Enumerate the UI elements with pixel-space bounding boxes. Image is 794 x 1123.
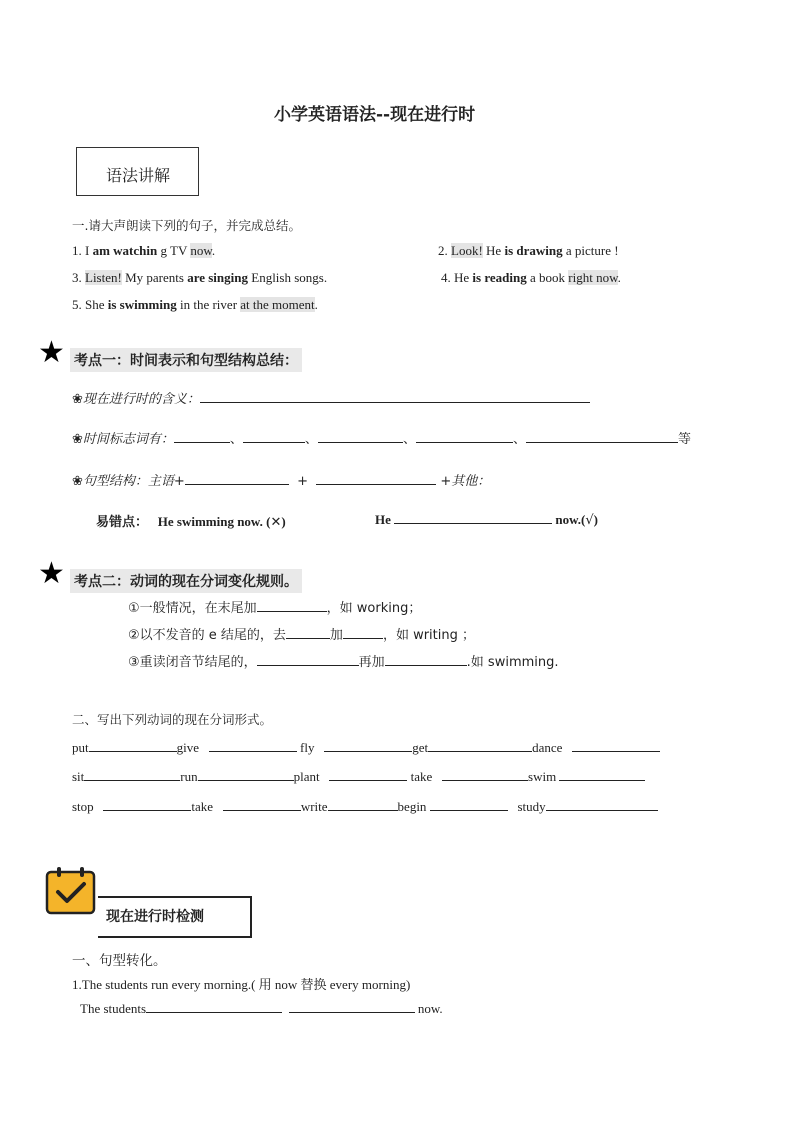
sentence-5: 5. She is swimming in the river at the moment. (72, 297, 318, 312)
page-title: 小学英语语法--现在进行时 (274, 105, 476, 125)
verb-row-3: stop take write begin study (72, 798, 658, 815)
verb-blank[interactable] (223, 798, 301, 811)
marker-blank-5[interactable] (526, 430, 678, 443)
verb-blank[interactable] (430, 798, 508, 811)
correct-blank[interactable] (394, 511, 552, 524)
marker-blank-1[interactable] (174, 430, 230, 443)
verb-blank[interactable] (428, 739, 532, 752)
rule3-blank-1[interactable] (257, 653, 359, 666)
answer-blank-2[interactable] (289, 1000, 415, 1013)
sentence-1: 1. I am watchin g TV now. (72, 243, 216, 258)
meaning-blank[interactable] (200, 390, 590, 403)
rule3-blank-2[interactable] (385, 653, 467, 666)
rule2-blank-1[interactable] (286, 626, 330, 639)
verb-blank[interactable] (546, 798, 658, 811)
structure-blank-1[interactable] (185, 472, 289, 485)
marker-blank-2[interactable] (243, 430, 305, 443)
calendar-check-icon (44, 866, 98, 916)
verb-blank[interactable] (329, 768, 407, 781)
rule1-blank[interactable] (257, 599, 327, 612)
star-icon: ★ (38, 335, 65, 370)
mistake-correct: He now.(√) (375, 512, 599, 528)
sentence-2: 2. Look! He is drawing a picture ! (438, 243, 619, 258)
verb-blank[interactable] (84, 768, 180, 781)
verb-blank[interactable] (103, 798, 191, 811)
verb-blank[interactable] (324, 739, 412, 752)
verb-blank[interactable] (209, 739, 297, 752)
answer-1: The students now. (80, 1001, 443, 1016)
answer-blank-1[interactable] (146, 1000, 282, 1013)
verb-blank[interactable] (559, 768, 645, 781)
verb-blank[interactable] (89, 739, 177, 752)
sentence-4: 4. He is reading a book right now. (441, 270, 621, 285)
part1-heading: 一.请大声朗读下列的句子，并完成总结。 (72, 218, 301, 233)
key-point-2-label: 考点二：动词的现在分词变化规则。 (70, 569, 302, 593)
verb-blank[interactable] (572, 739, 660, 752)
part2-heading: 二、写出下列动词的现在分词形式。 (72, 712, 273, 727)
time-markers-row: ❀时间标志词有： 、 、 、 、 等 (72, 432, 691, 447)
star-icon: ★ (38, 556, 65, 591)
mistake-row: 易错点： He swimming now. (✕) (96, 514, 286, 530)
sentence-3: 3. Listen! My parents are singing English songs. (72, 270, 328, 285)
rule-3: ③重读闭音节结尾的， 再加 .如 swimming. (128, 655, 559, 670)
verb-blank[interactable] (442, 768, 528, 781)
structure-row: ❀句型结构：主语+ + +其他： (72, 474, 491, 489)
question-1: 1.The students run every morning.( 用 now 替换 every morning) (72, 977, 411, 992)
check-icon: √ (585, 513, 594, 528)
meaning-row: ❀现在进行时的含义： (72, 388, 590, 407)
grammar-section-label: 语法讲解 (106, 166, 171, 185)
marker-blank-3[interactable] (318, 430, 403, 443)
rule-2: ②以不发音的 e 结尾的，去 加 ，如 writing ； (128, 628, 475, 643)
rule2-blank-2[interactable] (343, 626, 383, 639)
verb-row-2: sit run plant take swim (72, 768, 645, 785)
marker-blank-4[interactable] (416, 430, 513, 443)
part3-heading: 一、句型转化。 (72, 953, 167, 969)
structure-blank-2[interactable] (316, 472, 436, 485)
rule-1: ①一般情况，在末尾加 ，如 working； (128, 601, 422, 616)
cross-icon: ✕ (270, 515, 282, 530)
verb-blank[interactable] (198, 768, 294, 781)
verb-blank[interactable] (328, 798, 398, 811)
key-point-1-label: 考点一：时间表示和句型结构总结： (70, 348, 302, 372)
check-section-label: 现在进行时检测 (106, 909, 204, 925)
verb-row-1: put give fly get dance (72, 739, 660, 756)
